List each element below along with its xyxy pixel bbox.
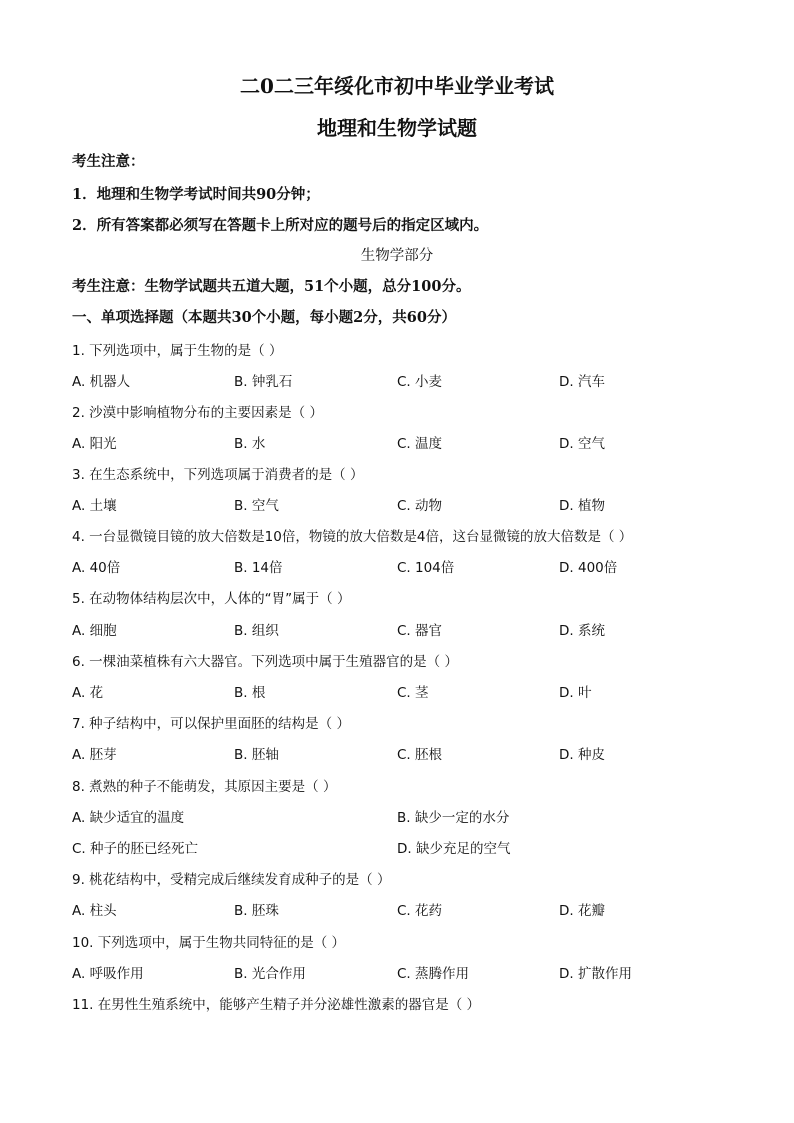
question-9: 9. 桃花结构中，受精完成后继续发育成种子的是（ ） — [72, 872, 391, 888]
option-b: B. 14倍 — [234, 560, 283, 576]
option-d: D. 种皮 — [559, 747, 605, 763]
option-b: B. 组织 — [234, 623, 279, 639]
option-a: A. 细胞 — [72, 623, 117, 639]
option-c: C. 器官 — [397, 623, 443, 639]
option-a: A. 土壤 — [72, 498, 117, 514]
option-a: A. 阳光 — [72, 436, 117, 452]
option-c: C. 小麦 — [397, 374, 443, 390]
question-4: 4. 一台显微镜目镜的放大倍数是10倍，物镜的放大倍数是4倍，这台显微镜的放大倍数是（ ） — [72, 529, 633, 545]
option-a: A. 缺少适宜的温度 — [72, 810, 185, 826]
option-a: A. 胚芽 — [72, 747, 117, 763]
option-c: C. 花药 — [397, 903, 443, 919]
option-d: D. 叶 — [559, 685, 592, 701]
option-b: B. 钟乳石 — [234, 374, 293, 390]
option-d: D. 系统 — [559, 623, 605, 639]
option-d: D. 植物 — [559, 498, 605, 514]
option-c: C. 104倍 — [397, 560, 455, 576]
exam-subtitle: 地理和生物学试题 — [317, 116, 477, 140]
option-d: D. 汽车 — [559, 374, 605, 390]
question-8: 8. 煮熟的种子不能萌发，其原因主要是（ ） — [72, 779, 337, 795]
question-3: 3. 在生态系统中，下列选项属于消费者的是（ ） — [72, 467, 364, 483]
option-b: B. 光合作用 — [234, 966, 306, 982]
question-1: 1. 下列选项中，属于生物的是（ ） — [72, 343, 283, 359]
option-a: A. 机器人 — [72, 374, 131, 390]
question-6: 6. 一棵油菜植株有六大器官。下列选项中属于生殖器官的是（ ） — [72, 654, 458, 670]
section-title: 生物学部分 — [360, 248, 434, 264]
notice-item-2: 2．所有答案都必须写在答题卡上所对应的题号后的指定区域内。 — [72, 217, 489, 234]
option-b: B. 胚轴 — [234, 747, 279, 763]
option-d: D. 缺少充足的空气 — [397, 841, 511, 857]
question-5: 5. 在动物体结构层次中，人体的“胃”属于（ ） — [72, 591, 351, 607]
option-c: C. 温度 — [397, 436, 443, 452]
part1-heading: 一、单项选择题（本题共30个小题，每小题2分，共60分） — [72, 309, 456, 326]
notice-label: 考生注意： — [72, 153, 145, 170]
option-c: C. 胚根 — [397, 747, 443, 763]
option-d: D. 400倍 — [559, 560, 618, 576]
option-d: D. 扩散作用 — [559, 966, 632, 982]
option-c: C. 动物 — [397, 498, 443, 514]
exam-title: 二0二三年绥化市初中毕业学业考试 — [240, 74, 554, 98]
question-2: 2. 沙漠中影响植物分布的主要因素是（ ） — [72, 405, 323, 421]
option-a: A. 柱头 — [72, 903, 117, 919]
option-b: B. 胚珠 — [234, 903, 279, 919]
option-d: D. 空气 — [559, 436, 605, 452]
option-d: D. 花瓣 — [559, 903, 605, 919]
question-10: 10. 下列选项中，属于生物共同特征的是（ ） — [72, 935, 346, 951]
option-a: A. 呼吸作用 — [72, 966, 144, 982]
question-7: 7. 种子结构中，可以保护里面胚的结构是（ ） — [72, 716, 350, 732]
option-c: C. 蒸腾作用 — [397, 966, 470, 982]
option-b: B. 缺少一定的水分 — [397, 810, 510, 826]
option-b: B. 空气 — [234, 498, 279, 514]
option-c: C. 种子的胚已经死亡 — [72, 841, 199, 857]
option-c: C. 茎 — [397, 685, 429, 701]
section-notice: 考生注意：生物学试题共五道大题，51个小题，总分100分。 — [72, 278, 471, 295]
option-b: B. 根 — [234, 685, 266, 701]
option-a: A. 花 — [72, 685, 104, 701]
notice-item-1: 1．地理和生物学考试时间共90分钟； — [72, 186, 320, 203]
option-a: A. 40倍 — [72, 560, 121, 576]
option-b: B. 水 — [234, 436, 266, 452]
question-11: 11. 在男性生殖系统中，能够产生精子并分泌雄性激素的器官是（ ） — [72, 997, 481, 1013]
